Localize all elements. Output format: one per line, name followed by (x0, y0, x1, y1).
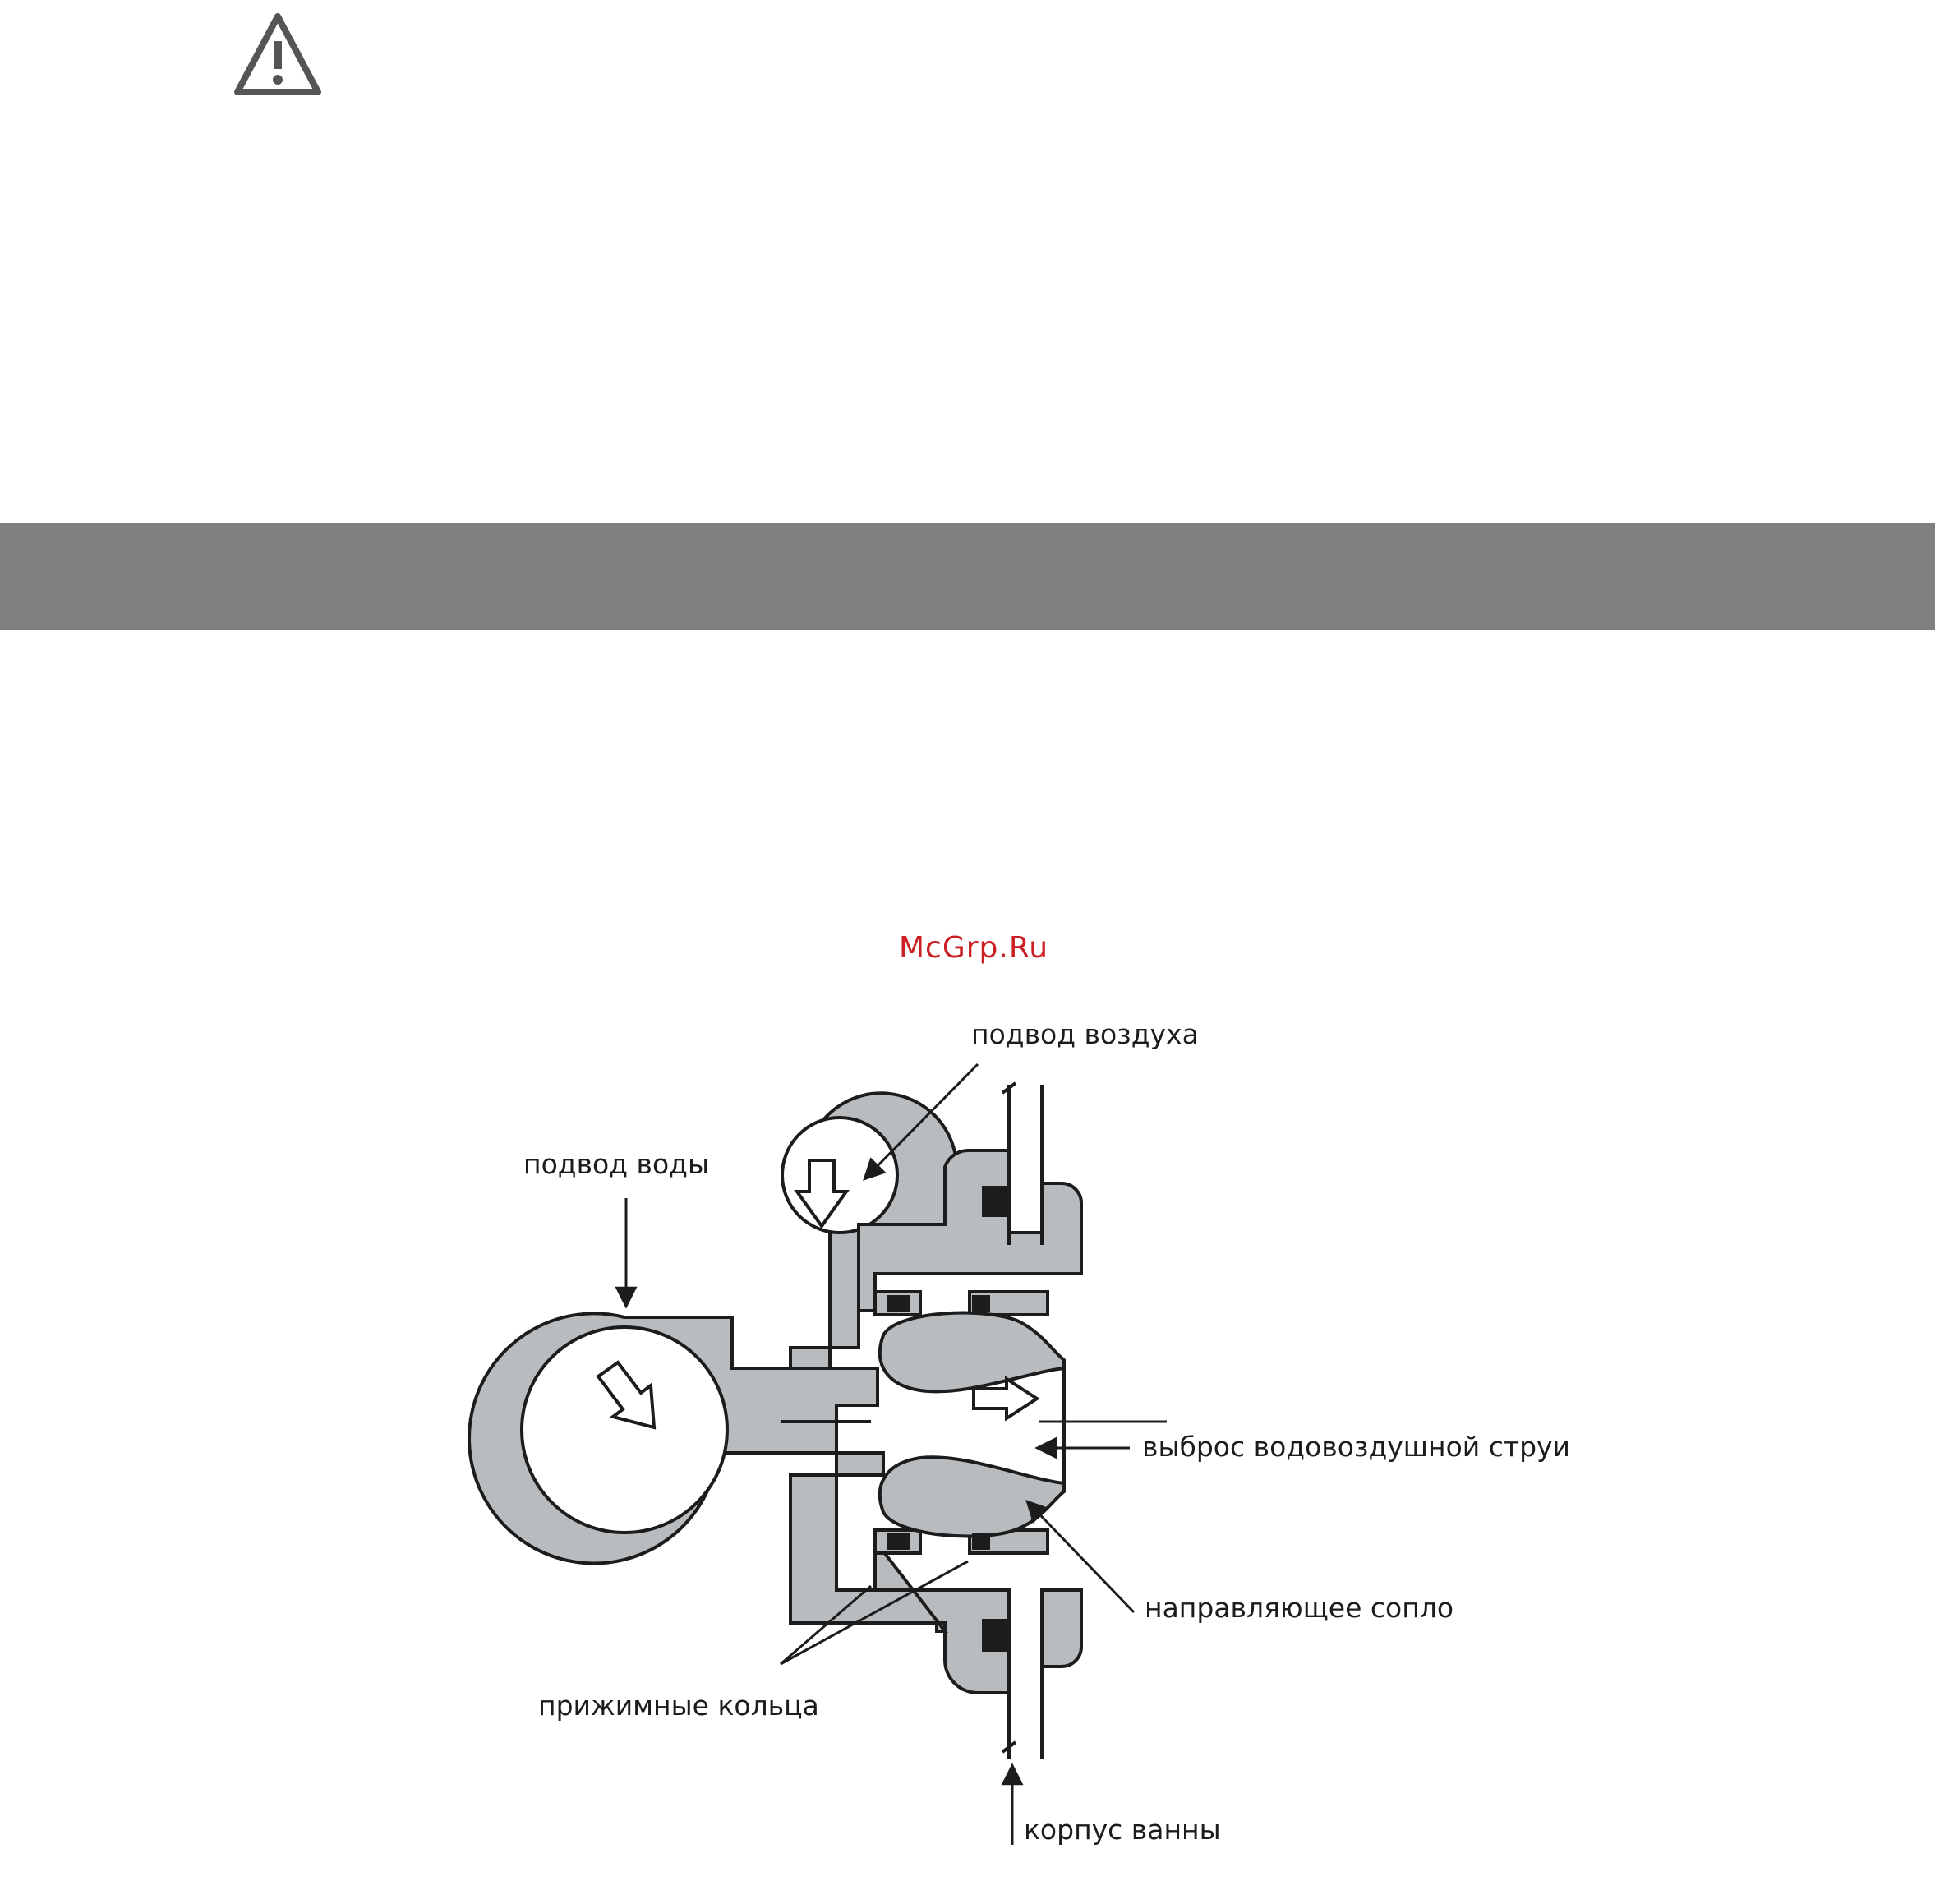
water-inlet-bore (522, 1327, 727, 1533)
label-air-supply: подвод воздуха (971, 1018, 1199, 1050)
label-water-supply: подвод воды (523, 1148, 710, 1180)
label-guide-nozzle: направляющее сопло (1145, 1592, 1454, 1624)
label-jet-outlet: выброс водовоздушной струи (1142, 1431, 1570, 1463)
air-inlet-bore (782, 1118, 897, 1233)
guide-nozzle-lower (880, 1457, 1064, 1536)
label-tub-body: корпус ванны (1024, 1814, 1221, 1846)
guide-nozzle-upper (880, 1313, 1064, 1392)
watermark-text: McGrp.Ru (898, 931, 1049, 965)
label-clamp-rings: прижимные кольца (538, 1690, 819, 1722)
